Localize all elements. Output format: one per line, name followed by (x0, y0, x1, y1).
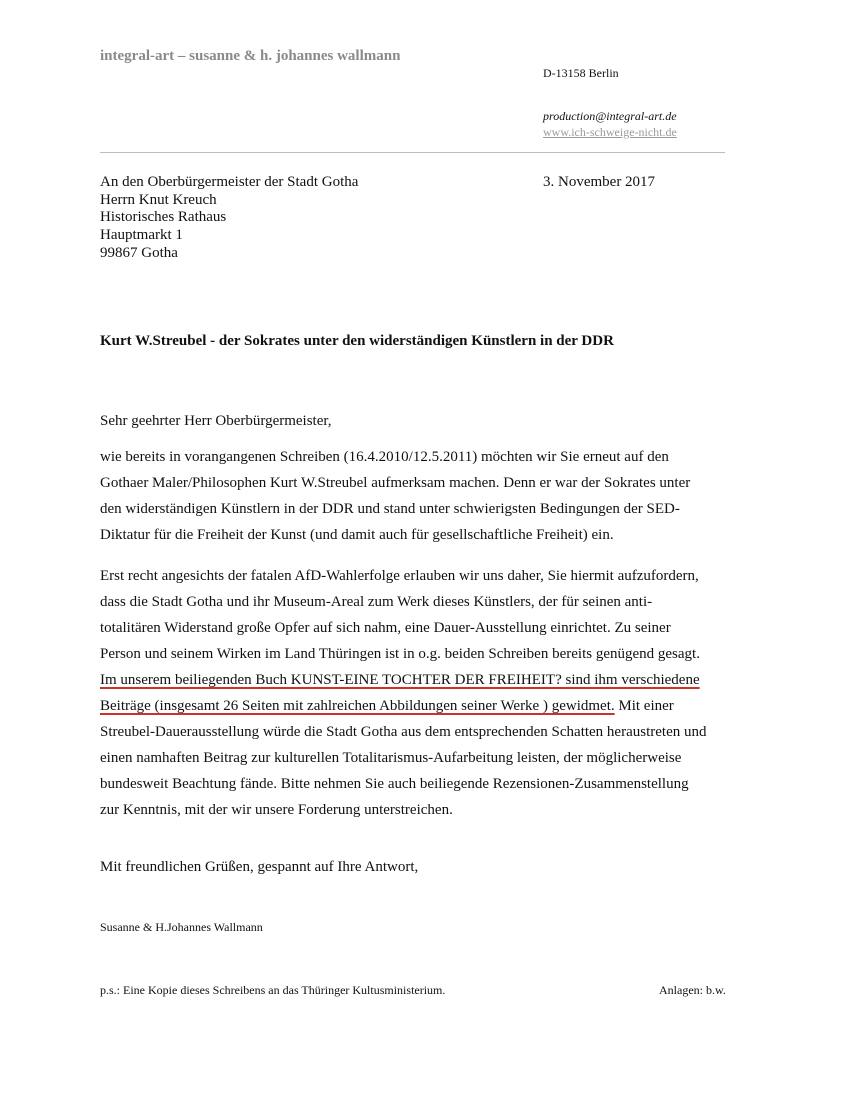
text-line-underlined (100, 693, 760, 719)
sender-email-link[interactable]: production@integral-art.de (543, 109, 677, 123)
body-paragraph-2 (100, 563, 760, 823)
postscript: p.s.: Eine Kopie dieses Schreibens an das Thüringer Kultusministerium. (100, 983, 446, 997)
text-line: Diktatur für die Freiheit der Kunst (und damit auch für gesellschaftliche Freiheit) ein. (100, 527, 614, 543)
salutation: Sehr geehrter Herr Oberbürgermeister, (100, 413, 332, 429)
letterhead-sender: integral-art – susanne & h. johannes wallmann (100, 48, 401, 64)
text-line-underlined (100, 667, 760, 693)
body-paragraph-1 (100, 444, 760, 548)
text-line: Gothaer Maler/Philosophen Kurt W.Streubel aufmerksam machen. Denn er war der Sokrates unter (100, 475, 691, 491)
text-line: einen namhaften Beitrag zur kulturellen Totalitarismus-Aufarbeitung leisten, der möglicherweise (100, 750, 682, 766)
recipient-line: Hauptmarkt 1 (100, 227, 183, 244)
text-line: Erst recht angesichts der fatalen AfD-Wahlerfolge erlauben wir uns daher, Sie hiermit aufzufordern, (100, 568, 699, 584)
closing-line: Mit freundlichen Grüßen, gespannt auf Ihre Antwort, (100, 859, 419, 875)
text-line: totalitären Widerstand große Opfer auf sich nahm, eine Dauer-Ausstellung einrichtet. Zu seiner (100, 620, 671, 636)
enclosures-note: Anlagen: b.w. (659, 983, 726, 997)
recipient-line: Herrn Knut Kreuch (100, 191, 217, 208)
recipient-line: 99867 Gotha (100, 244, 178, 261)
underlined-book-reference: Beiträge (insgesamt 26 Seiten mit zahlreichen Abbildungen seiner Werke ) gewidmet. (100, 698, 615, 714)
text-line: bundesweit Beachtung fände. Bitte nehmen Sie auch beiliegende Rezensionen-Zusammenstellung (100, 776, 689, 792)
header-divider (100, 152, 725, 153)
sender-city: D-13158 Berlin (543, 66, 619, 80)
recipient-address (100, 174, 358, 263)
text-line: dass die Stadt Gotha und ihr Museum-Areal zum Werk dieses Künstlers, der für seinen anti- (100, 594, 653, 610)
signature: Susanne & H.Johannes Wallmann (100, 920, 263, 934)
text-line: Streubel-Dauerausstellung würde die Stadt Gotha aus dem entsprechenden Schatten heraustreten und (100, 724, 707, 740)
text-line: wie bereits in vorangangenen Schreiben (16.4.2010/12.5.2011) möchten wir Sie erneut auf den (100, 449, 669, 465)
recipient-line: An den Oberbürgermeister der Stadt Gotha (100, 174, 359, 190)
text-line: Person und seinem Wirken im Land Thüringen ist in o.g. beiden Schreiben bereits genügend gesagt. (100, 646, 700, 662)
subject-line: Kurt W.Streubel - der Sokrates unter den widerständigen Künstlern in der DDR (100, 333, 614, 349)
underlined-book-reference: Im unserem beiliegenden Buch KUNST-EINE TOCHTER DER FREIHEIT? sind ihm verschiedene (100, 672, 700, 688)
text-fragment: Mit einer (614, 698, 674, 714)
text-line: zur Kenntnis, mit der wir unsere Forderung unterstreichen. (100, 802, 453, 818)
text-line: den widerständigen Künstlern in der DDR und stand unter schwierigsten Bedingungen der SED- (100, 501, 680, 517)
sender-website-link[interactable]: www.ich-schweige-nicht.de (543, 125, 677, 139)
recipient-line: Historisches Rathaus (100, 209, 227, 226)
letter-date: 3. November 2017 (543, 174, 656, 190)
